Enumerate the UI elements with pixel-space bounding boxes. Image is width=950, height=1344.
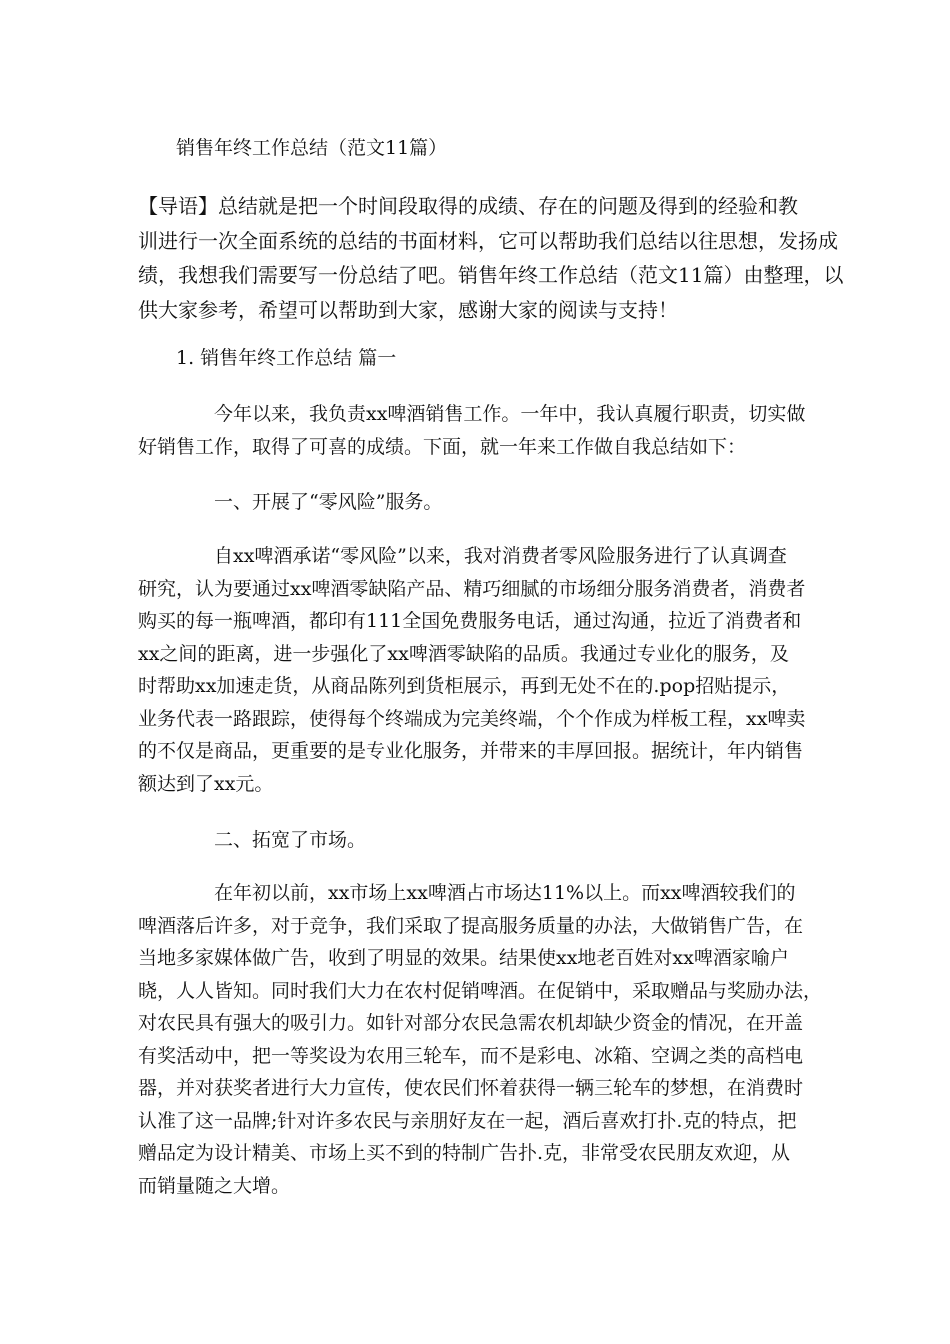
- lead-line: 供大家参考，希望可以帮助到大家，感谢大家的阅读与支持！: [138, 297, 678, 322]
- body-two-line: 对农民具有强大的吸引力。如针对部分农民急需农机却缺少资金的情况，在开盖: [138, 1012, 804, 1034]
- body-one-paragraph: [138, 540, 818, 800]
- body-one-line: 研究，认为要通过xx啤酒零缺陷产品、精巧细腻的市场细分服务消费者，消费者: [138, 577, 806, 600]
- body-two-line: 当地多家媒体做广告，收到了明显的效果。结果使xx地老百姓对xx啤酒家喻户: [138, 947, 789, 969]
- body-two-line: 赠品定为设计精美、市场上买不到的特制广告扑.克，非常受农民朋友欢迎，从: [138, 1142, 791, 1164]
- lead-paragraph: [138, 189, 844, 327]
- document-title: 销售年终工作总结（范文11篇）: [176, 137, 448, 159]
- body-one-line: 购买的每一瓶啤酒，都印有111全国免费服务电话，通过沟通，拉近了消费者和: [138, 610, 802, 632]
- body-one-line: 时帮助xx加速走货，从商品陈列到货柜展示，再到无处不在的.pop招贴提示，: [138, 675, 791, 697]
- body-two-line: 而销量随之大增。: [138, 1174, 291, 1197]
- body-two-line: 器，并对获奖者进行大力宣传，使农民们怀着获得一辆三轮车的梦想，在消费时: [138, 1077, 804, 1099]
- lead-line: 训进行一次全面系统的总结的书面材料，它可以帮助我们总结以往思想，发扬成: [138, 228, 838, 253]
- body-one-line: 业务代表一路跟踪，使得每个终端成为完美终端，个个作成为样板工程，xx啤卖: [138, 707, 806, 730]
- body-one-line: 额达到了xx元。: [138, 772, 274, 795]
- body-two-line: 啤酒落后许多，对于竞争，我们采取了提高服务质量的办法，大做销售广告，在: [138, 914, 804, 937]
- intro-line: 好销售工作，取得了可喜的成绩。下面，就一年来工作做自我总结如下：: [138, 435, 747, 458]
- body-one-line: 的不仅是商品，更重要的是专业化服务，并带来的丰厚回报。据统计，年内销售: [138, 740, 804, 762]
- body-one-line: 自xx啤酒承诺“零风险”以来，我对消费者零风险服务进行了认真调查: [214, 545, 787, 567]
- body-two-paragraph: [138, 877, 823, 1202]
- heading-two: 二、拓宽了市场。: [214, 829, 367, 851]
- body-two-line: 在年初以前，xx市场上xx啤酒占市场达11%以上。而xx啤酒较我们的: [214, 882, 796, 904]
- body-two-line: 晓，人人皆知。同时我们大力在农村促销啤酒。在促销中，采取赠品与奖励办法，: [138, 979, 823, 1002]
- intro-line: 今年以来，我负责xx啤酒销售工作。一年中，我认真履行职责，切实做: [214, 403, 806, 425]
- heading-one: 一、开展了“零风险”服务。: [214, 491, 443, 513]
- lead-line: 绩，我想我们需要写一份总结了吧。销售年终工作总结（范文11篇）由整理，以: [138, 263, 844, 287]
- body-two-line: 认准了这一品牌;针对许多农民与亲朋好友在一起，酒后喜欢打扑.克的特点，把: [138, 1109, 797, 1132]
- intro-paragraph: [138, 398, 818, 463]
- body-two-line: 有奖活动中，把一等奖设为农用三轮车，而不是彩电、冰箱、空调之类的高档电: [138, 1044, 804, 1067]
- body-one-line: xx之间的距离，进一步强化了xx啤酒零缺陷的品质。我通过专业化的服务，及: [138, 642, 789, 665]
- section-title: 1. 销售年终工作总结 篇一: [176, 347, 397, 369]
- lead-line: 【导语】总结就是把一个时间段取得的成绩、存在的问题及得到的经验和教: [138, 194, 798, 218]
